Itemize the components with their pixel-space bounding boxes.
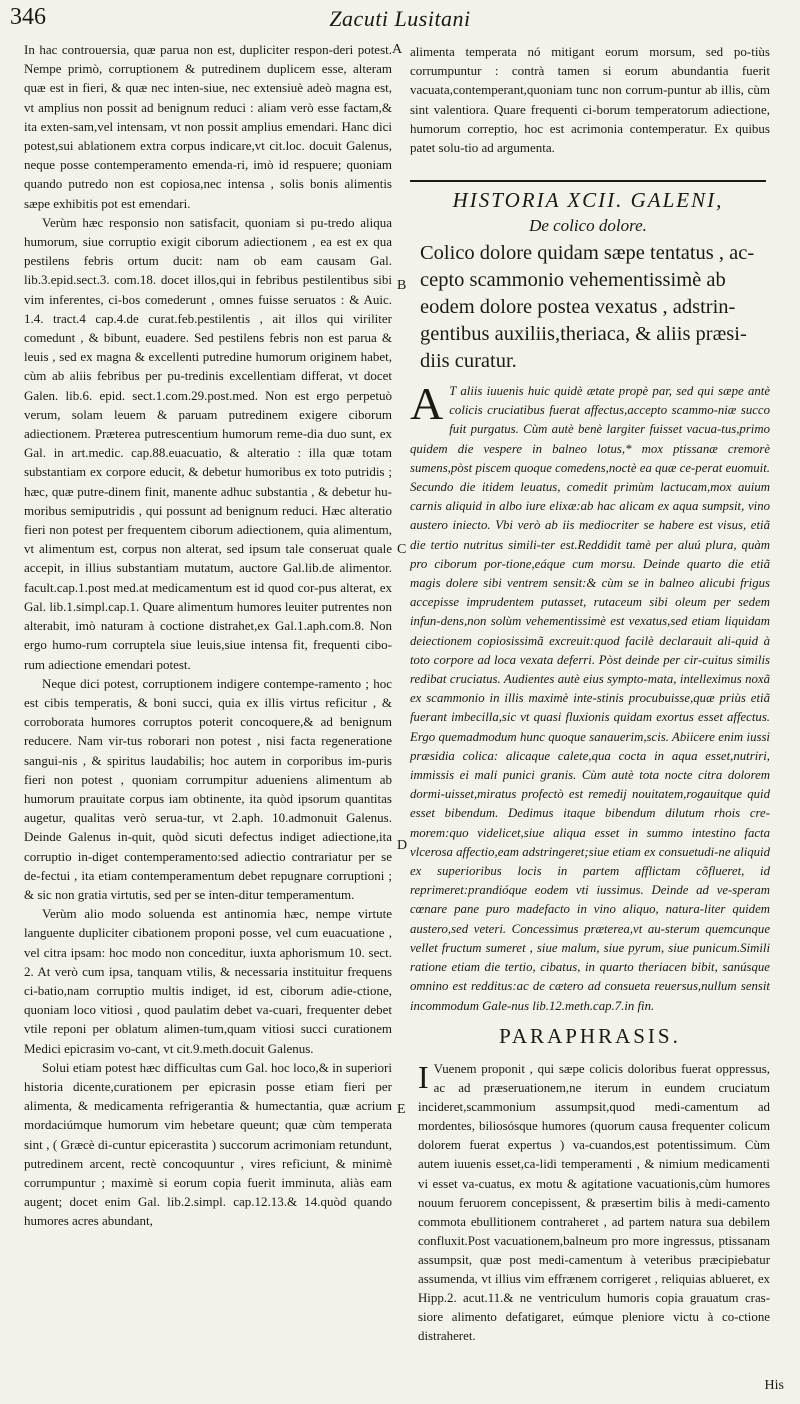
history-title: HISTORIA XCII. GALENI,: [452, 188, 724, 212]
summary-line: diis curatur.: [420, 350, 517, 372]
paraphrase-dropcap: I: [418, 1059, 429, 1095]
history-rule: [410, 180, 766, 182]
right-column-continuation-block: [410, 42, 770, 157]
margin-letter-d: D: [397, 838, 408, 853]
catchword: His: [764, 1378, 784, 1393]
history-subtitle: De colico dolore.: [529, 216, 647, 235]
left-paragraph-5: Solui etiam potest hæc difficultas cum Gal. hoc loco,& in superiori historia dicente,curationem per epicrasin posse etiam fieri per alimenta, & medicamenta refrigerantia & humectantia, quæ acrium mordaciúmque humorum vim hebetare queunt; quæ cùm temperata sint , ( Græcè di-cuntur epicerastita ) succorum acrimoniam retundunt, putredinem arcent, rectè concoquuntur , vires reficiunt, & minimè corrumpuntur ; maximè si eorum copia fuerit imminuta, aliàs eam augent; docet enim Gal. lib.2.simpl. cap.12.13.& 14.quòd quando humores acres abundant,: [24, 1059, 392, 1229]
paraphrase-title: PARAPHRASIS.: [499, 1024, 681, 1048]
summary-line: Colico dolore quidam sæpe tentatus , ac-: [420, 242, 755, 264]
left-paragraph-4: Verùm alio modo soluenda est antinomia hæc, nempe virtute languente dupliciter cibationem proponi posse, vel cum euacuatione , vel citra ipsam: hoc modo non conceditur, iuxta aphorismum 10. sect. 2. At verò cum ipsa, tanquam vtilis, & necessaria instituitur frequens ci-batio,nam corruptio multis indiget, id est, ciborum adie-ctione, quoniam loco vitiosi , quod paulatim debet va-cuari, frequenter debet vtile reponi per oblatum alimen-tum,quam vitiosi succi curationem Medici epicrasim vo-cant, vt cit.9.meth.docuit Galenus.: [24, 906, 392, 1056]
summary-line: cepto scammonio vehementissimè ab: [420, 269, 726, 291]
margin-letter-b: B: [397, 278, 407, 293]
paraphrase-text: Vuenem proponit , qui sæpe colicis doloribus fuerat oppressus, ac ad præseruationem,ne iterum in eundem cruciatum incideret,scammonium assumpsit,quod medi-camentum ad mordentes, biliosósque humores (quorum causa frequenter colicum dolorem fuerat expertus ) va-cuandos,est potentissimum. Cùm autem iuuenis esset,ca-lidi temperamenti , & nimium medicamenti vi esset va-cuatus, ex motu & agitatione vacuationis,cùm humores nouum feruorem concepissent, & præsertim bilis à medi-camento commota ebullitionem contraheret , ad partem natura sua debilem confluxit.Post vacuationem,balneum pro more ingressus, ptissanam assumpsit, quæ post medi-camentum à veteribus præcipiebatur assumenda, vt illius vim effrænem corrigeret , reliquias ablueret, ex Hipp.2. acut.11.& ne ventriculum humoris copia grauatum cras-siore alimento defatigaret, eúmque pleniore victu à co-ctione distraheret.: [418, 1062, 770, 1344]
right-continuation-text: alimenta temperata nó mitigant eorum morsum, sed po-tiùs corrumpuntur : contrà tamen si eorum abundantia fuerit vacuata,contemperant,quoniam tunc non corrum-puntur ab illis, cùm sint valentiora. Quare frequenti ci-borum temperatorum adiectione, humorum correptio, hoc est acrimonia contemperatur. Ex quibus patet solu-tio ad argumenta.: [410, 44, 770, 156]
history-text: T aliis iuuenis huic quidè ætate propè par, sed qui sæpe antè colicis cruciatibus fuerat affectus,accepto scammo-niæ succo fuit purgatus. Cùm autè benè largiter fuisset vacua-tus,primo quidem die vespere in balneo lotus,* mox ptissanæ cremorè sumens,pòst piscem quoque comedens,noctè ea quæ ce-perat euomuit. Secundo die itidem leuatus, comedit primùm lactucam,mox auium carnis aliquid in albo iure elixæ:ab hac alicam ex aqua sumpsit, vino austero iniecto. Vbi verò ab iis mediocriter se habere est visus, etiã die tertio nutritus simili-ter est.Reddidit tamè per aluú plura, quàm pro ciborum por-tione,eáque cum morsu. Deinde quarto die etiã magis dolere sibi ventrem sensit:& cùm se in balneo alicubi frigus accepisse imprudentem putasset, rutaceum sibi oleum per sedem infun-dens,non solùm vehementissimè est vexatus,sed etiam liquidam deiectionem copiosissimã excreuit:quod facilè declarauit ali-quid à toto corpore ad loca vexata deferri. Pòst deinde per cir-cuitus similis redibat cruciatus. Audientes autè eius sympto-mata, intelleximus noxã ex scammonio in illis maximè inte-stinis procubuisse,quæ priùs etiã fuerant imbecilla,sic vt quasi fluxionis quidam exortus esset affectus. Ergo quemadmodum hunc quoque sanauerim,scis. Abiicere enim iussi præsidia colica: alicaque calete,qua cocta in aqua esset,nutriri, immissis ei mali punici granis. Cùm autè tota nocte citra dolorem dormi-uisset,miratus profectò est remedij nouitatem,rogauitque quid esset bibendum. Dedimus itaque bibendum dilutum rhois cre-morem:quo videlicet,siue aliqua esset in summo intestino facta vlcerosa affectio,eam adstringeret;siue etiam ex consuetudi-ne aliquid ex superioribus locis in partem afflictam cõflueret, id reprimeret:prandióque eodem vti iussimus. Deinde ad ve-speram cœnare pane puro madefacto in vino aliquo, natura-liter quidem austero,sed veteri. Concessimus præterea,vt au-sterum quemcunque vellet fructum sumeret , siue malum, siue pyrum, siue punicum.Simili ratione etiam die tertio, cibatus, in quarto theriacen bibit, sanúsque omnino est redditus:ac de cætero ad consueta reuersus,nullum sensit incommodum Gale-nus lib.12.meth.cap.7.in fin.: [410, 384, 770, 1013]
left-paragraph-2: Verùm hæc responsio non satisfacit, quoniam si pu-tredo aliqua humorum, siue corruptio exigit ciborum adiectionem , ea est ex qua pestilens febris ortum ducit: nam ob eam causam Gal. lib.3.epid.sect.3. com.18. docet illos,qui in febribus pestilentibus sibi vim inferentes, ci-bos comederunt , omnes fuisse seruatos : & Auic. 1.4. tract.4 cap.4.de curat.feb.pestilentis , ait illos qui viriliter comedunt , & bibunt, euadere. Sed pestilens febris non est parua & leuis , sed ex magna & excellenti putredine humorum originem habet, cùm ab aliis febribus per pu-tredinis excellentiam differat, vt docet Galen. lib.6. epid. sect.1.com.29.post.med. Non est ergo perpetuò verum, solam leuem & paruam putredinem exigere ciborum adiectionem. Præterea putrescentium humorum reme-dia duo sunt, ex Gal. in art.medic. cap.88.euacuatio, & alteratio : illa quæ totam substantiam ex corpore educit, & debetur humoribus ex toto putridis ; hæc, quæ putre-dinem finit, manente adhuc substantia , & debetur hu-moribus semiputridis , qui possunt ad benignum reduci. Hæc alteratio fieri non potest per frequentem ciborum adiectionem, quia alimentum, vt alimentum est, corpus non alterat, sed ipsum tale conseruat quale accepit, in illius substantiam mutatum, auctore Gal.lib.de alimentor. facult.cap.1.post med.at medicamentum est id quod cor-pus alterat, ex Gal. lib.1.simpl.cap.1. Quare alimentum humores leuiter putrentes non alterabit, imò naturam à coctione distrahet,ex Gal.1.aph.com.8. Non ergo humo-rum corruptela siue leuis,siue intensa fit, frequenti cibo-rum adiectione emendari potest.: [24, 214, 392, 672]
left-paragraph-3: Neque dici potest, corruptionem indigere contempe-ramento ; hoc est cibis temperatis, & boni succi, quia ex illis virtus reficitur , & corroborata humores corruptos poterit concoquere,& ad benignum reducere. Nam vir-tus roborari non potest , nisi facta regeneratione sangui-nis , & spiritus laudabilis; hoc autem in corporibus im-puris fieri non potest , quoniam corrumpitur adueniens alimentum ab humorum prauitate corpus iam obtinente, ita quòd ipsorum quantitas augetur, qualitas verò serua-tur, vt 2.aph. 10.admonuit Galenus. Deinde Galenus in-quit, quòd sicuti defectus indiget adiectione,ita corruptio in-diget contemperamento:sed adiectio contrariatur per se de-fectui , ita etiam contemperamentum debet repugnare corruptioni ; & sic non gratia virtutis, sed per se inten-ditur temperamentum.: [24, 675, 392, 902]
left-paragraph-1: In hac controuersia, quæ parua non est, dupliciter respon-deri potest. Nempe primò, corruptionem & putredinem duplicem esse, alteram quæ est in fieri, & quæ nec inten-siue, nec extensiuè adeò magna est, vt amplius non possit ad benignum reduci : aliam verò esse factam,& ita exten-sam,vel intensam, vt non possit amplius emendari. Hanc dici potest,sui ablationem extra corpus indicare,vt cit.loc. docuit Galenus, neque posse contemperamento emenda-ri, imò id respuere; quoniam quando putredo non est copiosa,nec intensa , solis bonis alimentis sæpe exhibitis pot est emendari.: [24, 42, 392, 211]
summary-line: gentibus auxiliis,theriaca, & aliis præsi-: [420, 323, 747, 345]
margin-letter-c: C: [397, 542, 407, 557]
paraphrase-body: [418, 1060, 770, 1346]
history-body: [410, 378, 770, 1016]
page-number: 346: [10, 4, 46, 30]
summary-line: eodem dolore postea vexatus , adstrin-: [420, 296, 736, 318]
history-dropcap: A: [410, 378, 444, 429]
history-summary: [420, 240, 770, 375]
margin-letter-a: A: [392, 42, 403, 57]
running-head: Zacuti Lusitani: [329, 6, 471, 31]
margin-letter-e: E: [397, 1102, 406, 1117]
left-column: [24, 40, 392, 1394]
page-header: [0, 4, 800, 44]
